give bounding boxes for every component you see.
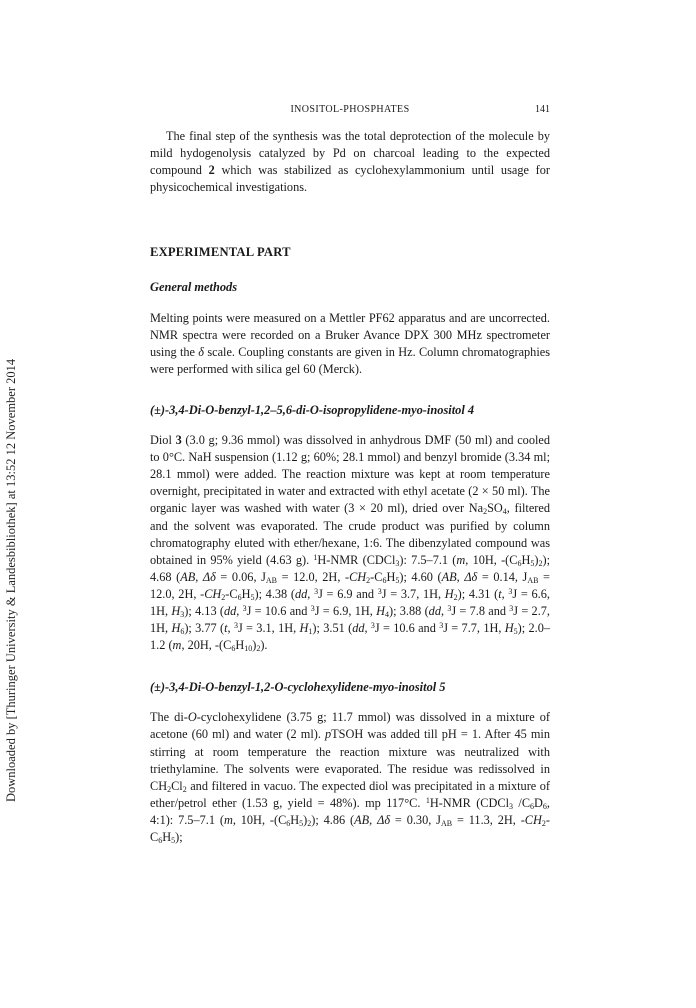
text-run: 3 [314, 586, 319, 596]
compound-5-heading: (±)-3,4-Di-O-benzyl-1,2-O-cyclohexylidene-myo-inositol 5 [150, 680, 446, 695]
text-run: ); 3.88 ( [388, 603, 429, 618]
general-methods-heading: General methods [150, 280, 238, 295]
text-run: H [376, 603, 385, 618]
text-run: ) [534, 552, 539, 567]
text-run: 5 [395, 575, 400, 585]
text-run: , [307, 586, 315, 601]
experimental-heading: EXPERIMENTAL PART [150, 245, 291, 260]
text-run: 1 [313, 552, 318, 562]
general-methods-paragraph [150, 310, 550, 378]
compound-5-paragraph [150, 709, 550, 846]
text-run: J = 6.9, 1H, [314, 603, 377, 618]
compound-4-paragraph [150, 432, 550, 654]
text-run: 2 [221, 592, 226, 602]
text-run: H [299, 621, 309, 636]
text-run: m [456, 552, 466, 567]
text-run: ). [260, 638, 268, 653]
text-run: 3 [377, 586, 382, 596]
compound-number: 2 [208, 163, 215, 178]
text-run: ); [175, 830, 183, 844]
article-body [150, 128, 550, 846]
running-title: INOSITOL-PHOSPHATES [290, 104, 410, 115]
text-run: H [171, 603, 181, 618]
text-run: 2 [182, 784, 187, 794]
page-header [150, 104, 550, 120]
text-run: 2 [541, 818, 546, 828]
text-run: , [456, 569, 465, 584]
text-run: p [325, 727, 332, 742]
text-run: J = 2.7, 1H, [150, 603, 550, 636]
text-run: ); 2.0–1.2 ( [150, 621, 551, 653]
text-run: ): 7.5–7.1 ( [399, 552, 457, 567]
text-run: H [386, 569, 396, 584]
text-run: , 20H, -(C [181, 638, 232, 653]
text-run: J = 10.6 and [246, 603, 311, 618]
text-run: J = 3.7, 1H, [381, 586, 445, 601]
text-run: 6 [286, 818, 291, 828]
text-run: scale. Coupling constants are given in Hz. Column chromatographies were performed with silica gel 60 (Merck). [150, 344, 550, 376]
text-run: 6 [158, 836, 163, 845]
text-run: t [224, 621, 228, 636]
text-run: J = 7.8 and [451, 603, 510, 618]
text-run: , 10H, -(C [465, 552, 518, 567]
compound-number: 3 [175, 433, 182, 448]
text-run: 3 [447, 603, 452, 613]
text-run: AB [440, 818, 453, 828]
text-run: 4 [384, 609, 389, 619]
text-run: -CH [520, 812, 542, 827]
text-run: dd [295, 586, 308, 601]
text-run: 6 [382, 575, 387, 585]
text-run: -CH [344, 569, 367, 584]
text-run: , [227, 621, 234, 636]
text-run: = 0.06, J [215, 569, 266, 584]
text-run: = 12.0, 2H, [277, 569, 345, 584]
text-run: = 0.30, J [390, 812, 441, 827]
text-run: 5 [530, 558, 535, 568]
delta-symbol: δ [198, 344, 205, 359]
text-run: D [534, 795, 543, 810]
text-run: 2 [307, 818, 312, 828]
text-run: ); 3.77 ( [184, 621, 225, 636]
text-run: 5 [250, 592, 255, 602]
text-run: 3 [233, 621, 238, 631]
text-run: 6 [542, 801, 547, 811]
text-run: 5 [171, 836, 176, 845]
text-run: dd [352, 621, 365, 636]
text-run: dd [428, 603, 441, 618]
text-run: J = 6.9 and [318, 586, 378, 601]
text-run: 6 [530, 801, 535, 811]
text-run: Δδ [202, 569, 216, 584]
text-run: H [241, 586, 251, 601]
text-run: H-NMR (CDCl [317, 552, 396, 567]
text-run: m [223, 812, 233, 827]
text-run: J = 3.1, 1H, [237, 621, 300, 636]
text-run: dd [223, 603, 237, 618]
text-run: H [235, 638, 245, 653]
text-run: AB [441, 569, 457, 584]
download-notice-text: Downloaded by [Thuringer University & Landesbibliothek] at 13:52 12 November 2014 [4, 358, 18, 802]
text-run: /C [513, 795, 531, 810]
text-run: (3.0 g; 9.36 mmol) was dissolved in anhydrous DMF (50 ml) and cooled to 0°C. NaH suspension (1.12 g; 60%; 28.1 mmol) and benzyl bromide (3.34 ml; 28.1 mmol) were added. The reaction mixture was kept at room temperature overnight, precipitated in water and extracted with ethyl acetate (2 × 50 ml). The organic layer was washed with water (3 × 20 ml), dried over Na [150, 433, 551, 516]
text-run: -C [370, 569, 383, 584]
text-run: -C [225, 586, 238, 601]
text-run: , [236, 603, 243, 618]
text-run: 3 [395, 558, 400, 568]
text-run: ); 4.38 ( [254, 586, 295, 601]
text-run: 5 [513, 627, 518, 637]
text-run: H [290, 812, 300, 827]
text-run: , [369, 812, 378, 827]
intro-paragraph [150, 128, 550, 196]
text-run: Melting points were measured on a Mettler PF62 apparatus and are uncorrected. NMR spectra were recorded on a Bruker Avance DPX 300 MHz spectrometer using the [150, 310, 550, 359]
text-run: The di- [150, 710, 188, 725]
text-run: 10 [244, 644, 253, 654]
text-run: , 4:1): 7.5–7.1 ( [150, 795, 550, 827]
text-run: 6 [180, 627, 185, 637]
text-run: , filtered and the solvent was evaporated. The crude product was purified by column chromatography eluted with ether/hexane, 1:6. The dibenzylated compound was obtained in 95% yield (4.63 g). [150, 501, 551, 567]
text-run: 1 [308, 627, 313, 637]
text-run: 6 [517, 558, 522, 568]
text-run: ) [252, 638, 257, 653]
text-run: Diol [150, 433, 176, 448]
text-run: ); 4.60 ( [399, 569, 442, 584]
page-number: 141 [535, 104, 550, 115]
text-run: -cyclohexylidene (3.75 g; 11.7 mmol) was dissolved in a mixture of acetone (60 ml) and water (2 ml). [150, 710, 550, 742]
text-run: , [195, 569, 203, 584]
compound-4-heading: (±)-3,4-Di-O-benzyl-1,2–5,6-di-O-isopropylidene-myo-inositol 4 [150, 402, 475, 417]
text-run: = 12.0, 2H, [150, 569, 550, 601]
text-run: 6 [231, 644, 236, 654]
text-run: 2 [167, 784, 172, 794]
text-run: , 10H, -(C [232, 812, 287, 827]
text-run: H [171, 621, 181, 636]
text-run: ) [303, 812, 308, 827]
text-run: 2 [256, 644, 261, 654]
text-run: 5 [299, 818, 304, 828]
text-run: ); 4.86 ( [311, 812, 355, 827]
text-run: ); 4.68 ( [150, 552, 550, 584]
text-run: m [172, 638, 182, 653]
text-run: J = 10.6 and [374, 621, 440, 636]
text-run: 3 [370, 621, 375, 631]
text-run: ); 4.31 ( [457, 586, 499, 601]
text-run: Cl [171, 778, 183, 793]
text-run: 2 [366, 575, 371, 585]
text-run: -CH [200, 586, 222, 601]
text-run: = 0.14, J [477, 569, 528, 584]
text-run: Δδ [377, 812, 391, 827]
text-run: and filtered in vacuo. The expected diol was precipitated in a mixture of ether/petrol ether (1.53 g, yield = 48%). mp 117°C. [150, 778, 550, 810]
text-run: 3 [508, 586, 513, 596]
text-run: which was stabilized as cyclohexylammonium until usage for physicochemical investigations. [150, 163, 550, 195]
text-run: 3 [310, 603, 315, 613]
text-run: H [504, 621, 514, 636]
text-run: 4 [502, 507, 507, 517]
text-run: 3 [509, 603, 514, 613]
text-run: 3 [439, 621, 444, 631]
text-run: AB [265, 575, 278, 585]
text-run: 2 [538, 558, 543, 568]
text-run: 2 [483, 507, 488, 517]
text-run: , [364, 621, 371, 636]
text-run: ); 3.51 ( [312, 621, 353, 636]
text-run: J = 7.7, 1H, [443, 621, 505, 636]
text-run: J = 6.6, 1H, [150, 586, 550, 618]
text-run: 3 [509, 801, 513, 811]
text-run: H [444, 586, 454, 601]
text-run: -C [150, 812, 550, 844]
text-run: 1 [425, 795, 430, 805]
text-run: 2 [453, 592, 458, 602]
text-run: 3 [180, 609, 185, 619]
text-run: AB [180, 569, 196, 584]
text-run: ); 4.13 ( [184, 603, 224, 618]
text-run: H [521, 552, 531, 567]
text-run: t [498, 586, 502, 601]
text-run: O [187, 710, 197, 725]
download-notice [0, 0, 34, 1008]
text-run: , [501, 586, 509, 601]
text-run: H [162, 830, 172, 844]
text-run: 6 [237, 592, 242, 602]
text-run: , [440, 603, 448, 618]
text-run: TSOH was added till pH = 1. After 45 min stirring at room temperature the reaction mixture was neutralized with triethylamine. The solvents were evaporated. The residue was redissolved in CH [150, 727, 550, 793]
text-run: H-NMR (CDCl [429, 795, 509, 810]
text-run: AB [527, 575, 539, 585]
text-run: 3 [242, 603, 247, 613]
text-run: Δδ [464, 569, 478, 584]
text-run: = 11.3, 2H, [452, 812, 521, 827]
text-run: The final step of the synthesis was the total deprotection of the molecule by mild hydogenolysis catalyzed by Pd on charcoal leading to the expected compound [150, 129, 550, 178]
text-run: AB [354, 812, 370, 827]
text-run: SO [487, 501, 503, 516]
